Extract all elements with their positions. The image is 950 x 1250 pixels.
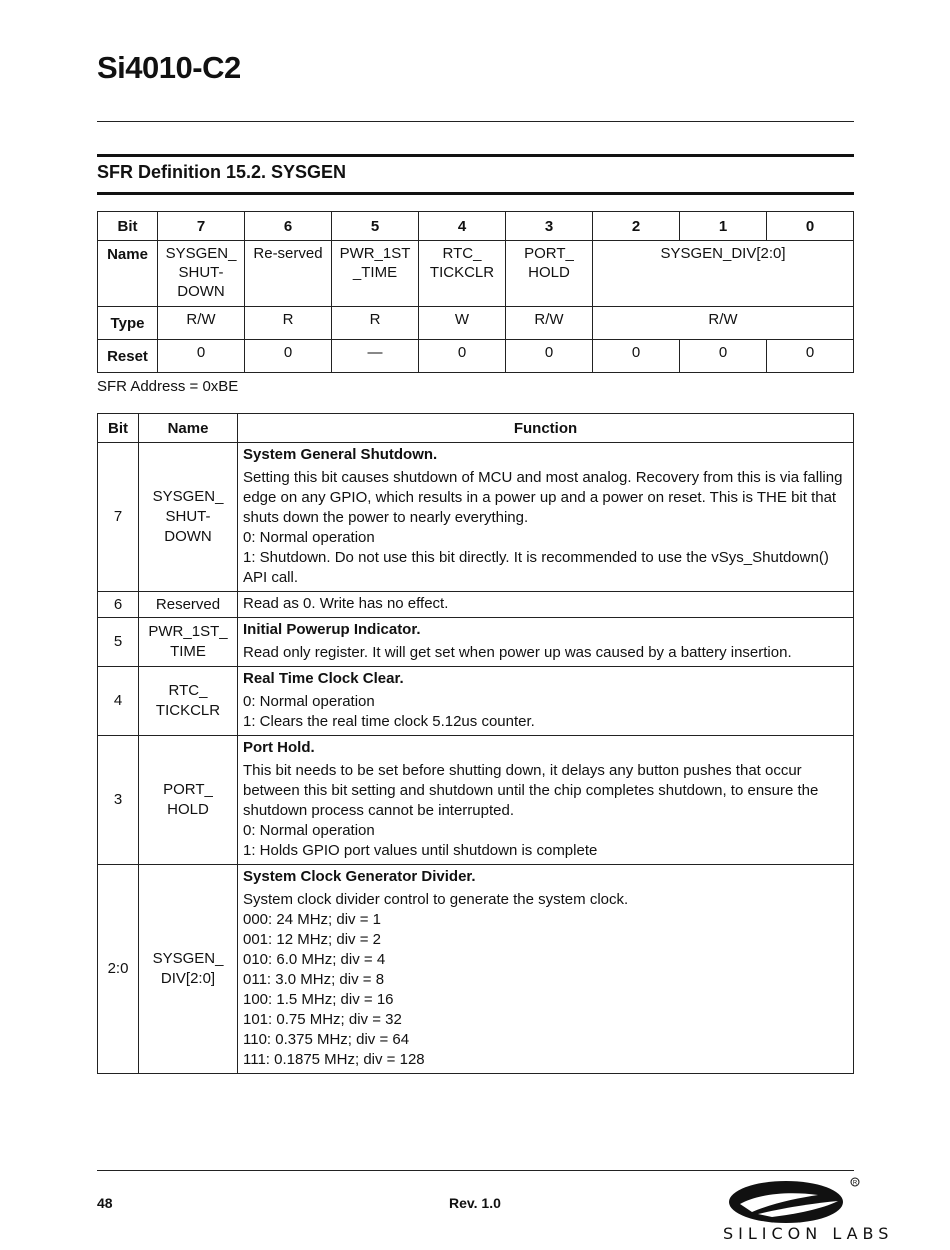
- register-reset-cell: 0: [419, 340, 506, 373]
- function-row-name: RTC_ TICKCLR: [139, 667, 238, 736]
- function-row-description: [238, 865, 854, 1074]
- register-bit-cell: 4: [419, 212, 506, 241]
- function-text-line: 101: 0.75 MHz; div = 32: [243, 1011, 402, 1028]
- function-text-line: 110: 0.375 MHz; div = 64: [243, 1031, 410, 1048]
- function-row-name: Reserved: [139, 592, 238, 618]
- register-name-cell: Re-served: [245, 241, 332, 307]
- function-row-description: [238, 667, 854, 736]
- function-text-line: Read as 0. Write has no effect.: [243, 595, 449, 612]
- svg-text:R: R: [852, 1180, 858, 1187]
- function-row-bit: 2:0: [98, 865, 139, 1074]
- section-bottom-rule: [97, 192, 854, 195]
- function-table-header: [98, 414, 854, 443]
- register-reset-row: [98, 340, 854, 373]
- function-text-line: 011: 3.0 MHz; div = 8: [243, 971, 385, 988]
- register-name-cell: SYSGEN_ SHUT- DOWN: [158, 241, 245, 307]
- function-row-name: SYSGEN_ DIV[2:0]: [139, 865, 238, 1074]
- function-text-line: 111: 0.1875 MHz; div = 128: [243, 1051, 425, 1068]
- function-text-line: This bit needs to be set before shutting down, it delays any button pushes that occur between this bit setting and shutdown until the chip completes shutdown, to ensure the shutdown process cannot be interrupted.: [243, 762, 819, 819]
- register-reset-cell: 0: [767, 340, 854, 373]
- function-text-line: Read only register. It will get set when power up was caused by a battery insertion.: [243, 644, 792, 661]
- function-table-row: [98, 667, 854, 736]
- function-title: System General Shutdown.: [243, 446, 438, 463]
- register-name-cell: PORT_ HOLD: [506, 241, 593, 307]
- function-row-bit: 3: [98, 736, 139, 865]
- register-type-cell: R: [245, 307, 332, 340]
- function-title: Real Time Clock Clear.: [243, 670, 404, 687]
- register-reset-cell: 0: [245, 340, 332, 373]
- function-row-bit: 5: [98, 618, 139, 667]
- register-type-cell: R: [332, 307, 419, 340]
- function-text-line: System clock divider control to generate the system clock.: [243, 891, 629, 908]
- sfr-definition-heading: SFR Definition 15.2. SYSGEN: [97, 162, 347, 182]
- function-row-bit: 7: [98, 443, 139, 592]
- function-text-line: 000: 24 MHz; div = 1: [243, 911, 381, 928]
- function-title: Port Hold.: [243, 739, 315, 756]
- bit-column-header: Bit: [98, 414, 139, 443]
- register-type-row: [98, 307, 854, 340]
- function-row-description: [238, 618, 854, 667]
- function-table-row: [98, 592, 854, 618]
- name-column-header: Name: [139, 414, 238, 443]
- type-row-label: Type: [98, 307, 158, 340]
- function-row-name: SYSGEN_ SHUT- DOWN: [139, 443, 238, 592]
- footer-divider: [97, 1170, 854, 1171]
- register-bit-row: [98, 212, 854, 241]
- bit-row-label: Bit: [98, 212, 158, 241]
- function-row-name: PORT_ HOLD: [139, 736, 238, 865]
- logo-wordmark: SILICON LABS: [723, 1224, 894, 1243]
- register-reset-cell: 0: [158, 340, 245, 373]
- register-bit-cell: 5: [332, 212, 419, 241]
- register-bit-table: [97, 211, 854, 373]
- register-reset-cell: 0: [506, 340, 593, 373]
- page-number: 48: [97, 1195, 113, 1211]
- register-reset-cell: 0: [593, 340, 680, 373]
- header-divider: [97, 121, 854, 122]
- name-row-label: Name: [98, 241, 158, 307]
- bit-function-table: [97, 413, 854, 1074]
- function-text-line: 0: Normal operation: [243, 822, 375, 839]
- sfr-address: SFR Address = 0xBE: [97, 378, 239, 395]
- document-title: Si4010-C2: [97, 50, 241, 85]
- function-text-line: 100: 1.5 MHz; div = 16: [243, 991, 394, 1008]
- function-text-line: 1: Shutdown. Do not use this bit directly. It is recommended to use the vSys_Shutdown() API call.: [243, 549, 829, 586]
- register-type-cell: R/W: [158, 307, 245, 340]
- function-text-line: 001: 12 MHz; div = 2: [243, 931, 381, 948]
- function-table-row: [98, 443, 854, 592]
- revision-label: Rev. 1.0: [449, 1195, 501, 1211]
- register-type-cell: W: [419, 307, 506, 340]
- register-name-cell: PWR_1ST _TIME: [332, 241, 419, 307]
- function-text-line: Setting this bit causes shutdown of MCU and most analog. Recovery from this is via falling edge on any GPIO, which results in a power up and a power on reset. This is THE bit that shuts down the power to nearly everything.: [243, 469, 843, 526]
- register-name-cell: SYSGEN_DIV[2:0]: [593, 241, 854, 307]
- function-title: System Clock Generator Divider.: [243, 868, 476, 885]
- register-bit-cell: 7: [158, 212, 245, 241]
- function-text-line: 1: Holds GPIO port values until shutdown is complete: [243, 842, 598, 859]
- function-table-row: [98, 865, 854, 1074]
- function-row-description: [238, 443, 854, 592]
- register-bit-cell: 2: [593, 212, 680, 241]
- register-type-cell: R/W: [593, 307, 854, 340]
- reset-row-label: Reset: [98, 340, 158, 373]
- function-column-header: Function: [238, 414, 854, 443]
- register-bit-cell: 0: [767, 212, 854, 241]
- function-text-line: 0: Normal operation: [243, 529, 375, 546]
- register-bit-cell: 6: [245, 212, 332, 241]
- register-bit-cell: 1: [680, 212, 767, 241]
- register-reset-cell: 0: [680, 340, 767, 373]
- register-name-row: [98, 241, 854, 307]
- function-text-line: 010: 6.0 MHz; div = 4: [243, 951, 386, 968]
- function-row-name: PWR_1ST_ TIME: [139, 618, 238, 667]
- function-table-row: [98, 618, 854, 667]
- function-row-description: [238, 736, 854, 865]
- register-bit-cell: 3: [506, 212, 593, 241]
- function-row-description: [238, 592, 854, 618]
- register-type-cell: R/W: [506, 307, 593, 340]
- function-title: Initial Powerup Indicator.: [243, 621, 421, 638]
- function-table-row: [98, 736, 854, 865]
- section-top-rule: [97, 154, 854, 157]
- function-row-bit: 4: [98, 667, 139, 736]
- register-name-cell: RTC_ TICKCLR: [419, 241, 506, 307]
- register-reset-cell: —: [332, 340, 419, 373]
- function-row-bit: 6: [98, 592, 139, 618]
- function-text-line: 0: Normal operation: [243, 693, 375, 710]
- function-text-line: 1: Clears the real time clock 5.12us counter.: [243, 713, 535, 730]
